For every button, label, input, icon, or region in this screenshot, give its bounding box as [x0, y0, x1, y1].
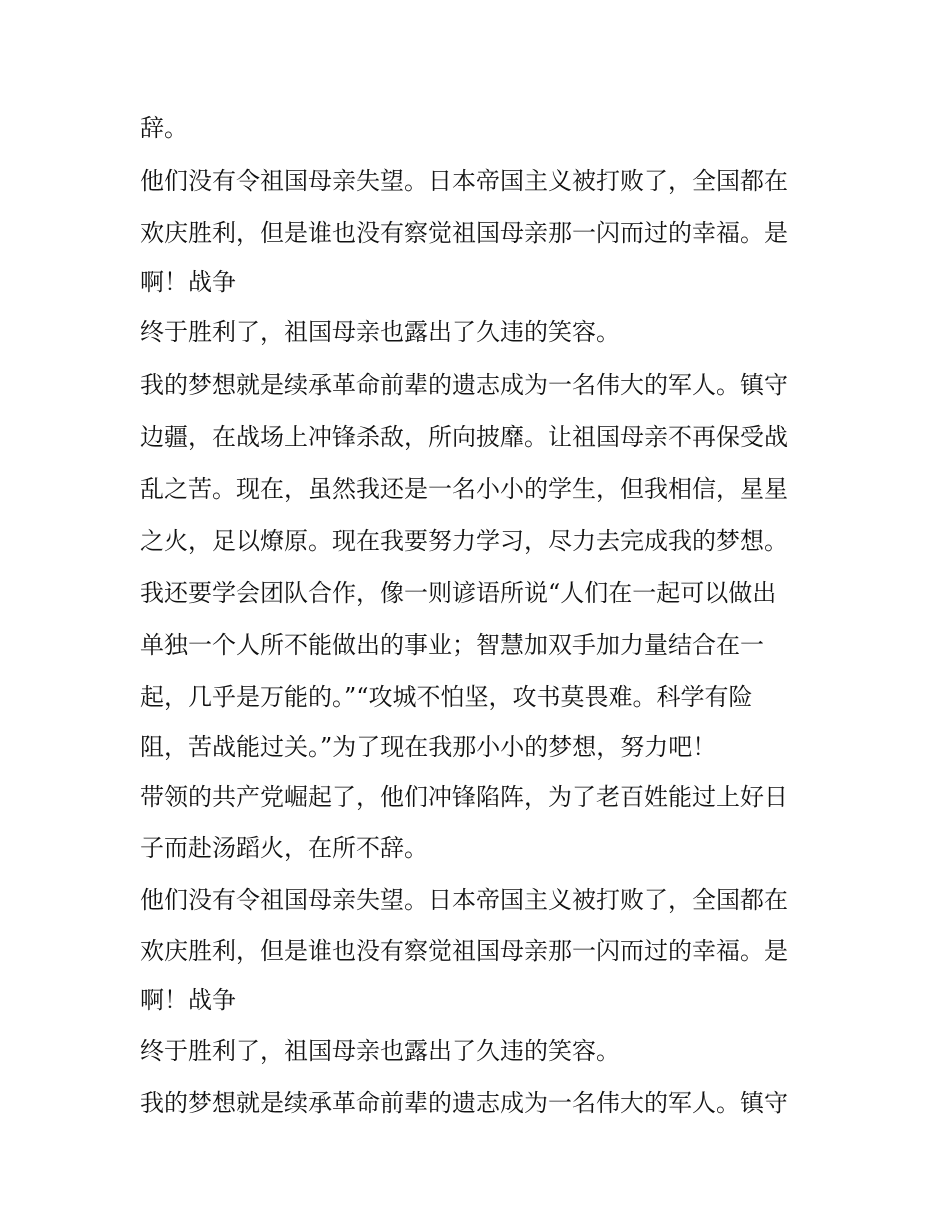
- text-line: 阻，苦战能过关。”为了现在我那小小的梦想，努力吧！: [140, 733, 717, 761]
- text-line: 欢庆胜利，但是谁也没有察觉祖国母亲那一闪而过的幸福。是: [140, 219, 788, 247]
- text-line: 终于胜利了，祖国母亲也露出了久违的笑容。: [140, 1037, 620, 1065]
- text-line: 我的梦想就是续承革命前辈的遗志成为一名伟大的军人。镇守: [140, 371, 788, 399]
- text-line: 啊！战争: [140, 986, 236, 1014]
- text-line: 啊！战争: [140, 268, 236, 296]
- text-line: 起，几乎是万能的。”“攻城不怕坚，攻书莫畏难。科学有险: [140, 683, 753, 711]
- text-line: 我还要学会团队合作，像一则谚语所说“人们在一起可以做出: [140, 579, 777, 607]
- text-line: 我的梦想就是续承革命前辈的遗志成为一名伟大的军人。镇守: [140, 1089, 788, 1117]
- text-line: 欢庆胜利，但是谁也没有察觉祖国母亲那一闪而过的幸福。是: [140, 937, 788, 965]
- text-line: 乱之苦。现在，虽然我还是一名小小的学生，但我相信，星星: [140, 475, 788, 503]
- text-line: 单独一个人所不能做出的事业；智慧加双手加力量结合在一: [140, 631, 764, 659]
- text-line: 终于胜利了，祖国母亲也露出了久违的笑容。: [140, 318, 620, 346]
- text-line: 边疆，在战场上冲锋杀敌，所向披靡。让祖国母亲不再保受战: [140, 423, 788, 451]
- text-line: 子而赴汤蹈火，在所不辞。: [140, 834, 428, 862]
- text-line: 他们没有令祖国母亲失望。日本帝国主义被打败了，全国都在: [140, 886, 788, 914]
- text-line: 之火，足以燎原。现在我要努力学习，尽力去完成我的梦想。: [140, 527, 788, 555]
- text-line: 他们没有令祖国母亲失望。日本帝国主义被打败了，全国都在: [140, 167, 788, 195]
- text-line: 带领的共产党崛起了，他们冲锋陷阵，为了老百姓能过上好日: [140, 783, 788, 811]
- text-line: 辞。: [140, 114, 188, 142]
